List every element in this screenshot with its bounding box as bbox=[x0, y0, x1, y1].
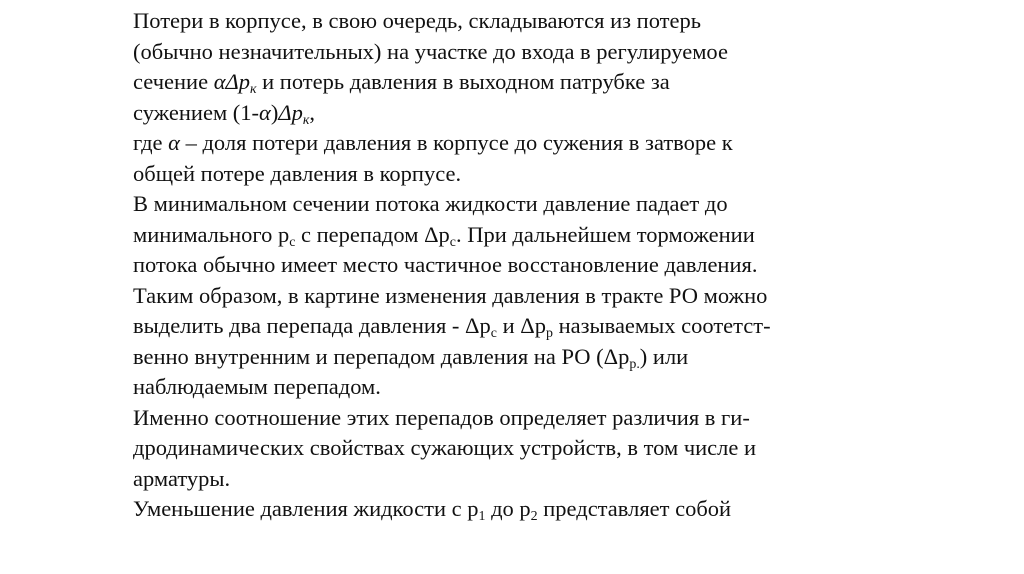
text-line bbox=[133, 250, 873, 281]
text-line bbox=[133, 311, 873, 342]
subscript-text: p. bbox=[629, 356, 640, 372]
text-run: Именно соотношение этих перепадов определяет различия в ги- bbox=[133, 404, 750, 430]
text-run: . При дальнейшем торможении bbox=[455, 221, 755, 247]
text-run: потока обычно имеет место частичное восстановление давления. bbox=[133, 252, 758, 277]
text-run: p bbox=[238, 69, 250, 94]
text-line bbox=[133, 220, 873, 251]
text-run: общей потере давления в корпусе. bbox=[133, 160, 462, 186]
text-run: выделить два перепада давления - Δp bbox=[133, 313, 491, 338]
text-run: с перепадом Δp bbox=[295, 221, 450, 247]
text-run: α bbox=[259, 99, 271, 125]
text-run: Потери в корпусе, в свою очередь, складываются из потерь bbox=[133, 8, 701, 33]
text-run: дродинамических свойствах сужающих устройств, в том числе и bbox=[133, 435, 757, 460]
text-run: αΔ bbox=[213, 69, 239, 94]
text-run: В минимальном сечении потока жидкости давление падает до bbox=[133, 191, 728, 216]
text-run: α bbox=[168, 130, 180, 155]
subscript-text: 2 bbox=[530, 508, 538, 524]
text-run: где bbox=[133, 130, 169, 155]
text-line bbox=[133, 67, 873, 98]
text-line bbox=[133, 128, 873, 159]
text-run: , bbox=[309, 99, 315, 125]
subscript-text: 1 bbox=[478, 508, 486, 524]
text-run: (обычно незначительных) на участке до входа в регулируемое bbox=[133, 38, 728, 64]
text-line bbox=[133, 433, 873, 464]
subscript-text: c bbox=[449, 234, 456, 250]
text-line bbox=[133, 342, 873, 373]
text-run: и Δp bbox=[496, 313, 546, 338]
text-run: Уменьшение давления жидкости с p bbox=[133, 496, 479, 521]
text-run: сечение bbox=[133, 69, 214, 94]
text-run: арматуры. bbox=[133, 465, 231, 491]
text-line bbox=[133, 37, 873, 68]
text-line bbox=[133, 403, 873, 434]
text-run: Δp bbox=[278, 99, 303, 125]
text-run: и потерь давления в выходном патрубке за bbox=[256, 69, 670, 94]
text-line bbox=[133, 494, 873, 525]
text-run: наблюдаемым перепадом. bbox=[133, 374, 381, 399]
text-run: называемых соотетст- bbox=[552, 313, 771, 338]
subscript-text: c bbox=[289, 234, 296, 250]
text-line bbox=[133, 6, 873, 37]
body-text bbox=[133, 6, 873, 525]
text-run: сужением (1- bbox=[133, 99, 260, 125]
text-run: до p bbox=[485, 496, 531, 521]
text-run: ) bbox=[270, 99, 279, 125]
text-line bbox=[133, 189, 873, 220]
text-run: представляет собой bbox=[537, 496, 732, 521]
text-run: минимального p bbox=[133, 221, 290, 247]
text-run: венно внутренним и перепадом давления на РО (Δp bbox=[133, 343, 630, 369]
text-line bbox=[133, 159, 873, 190]
text-line bbox=[133, 464, 873, 495]
subscript-text: к bbox=[302, 112, 310, 128]
text-run: – доля потери давления в корпусе до сужения в затворе к bbox=[179, 130, 733, 155]
text-line bbox=[133, 372, 873, 403]
text-line bbox=[133, 281, 873, 312]
text-run: ) или bbox=[639, 343, 689, 369]
subscript-text: c bbox=[490, 325, 497, 341]
subscript-text: p bbox=[545, 325, 553, 341]
subscript-text: к bbox=[249, 81, 257, 97]
text-line bbox=[133, 98, 873, 129]
text-run: Таким образом, в картине изменения давления в тракте РО можно bbox=[133, 282, 768, 308]
